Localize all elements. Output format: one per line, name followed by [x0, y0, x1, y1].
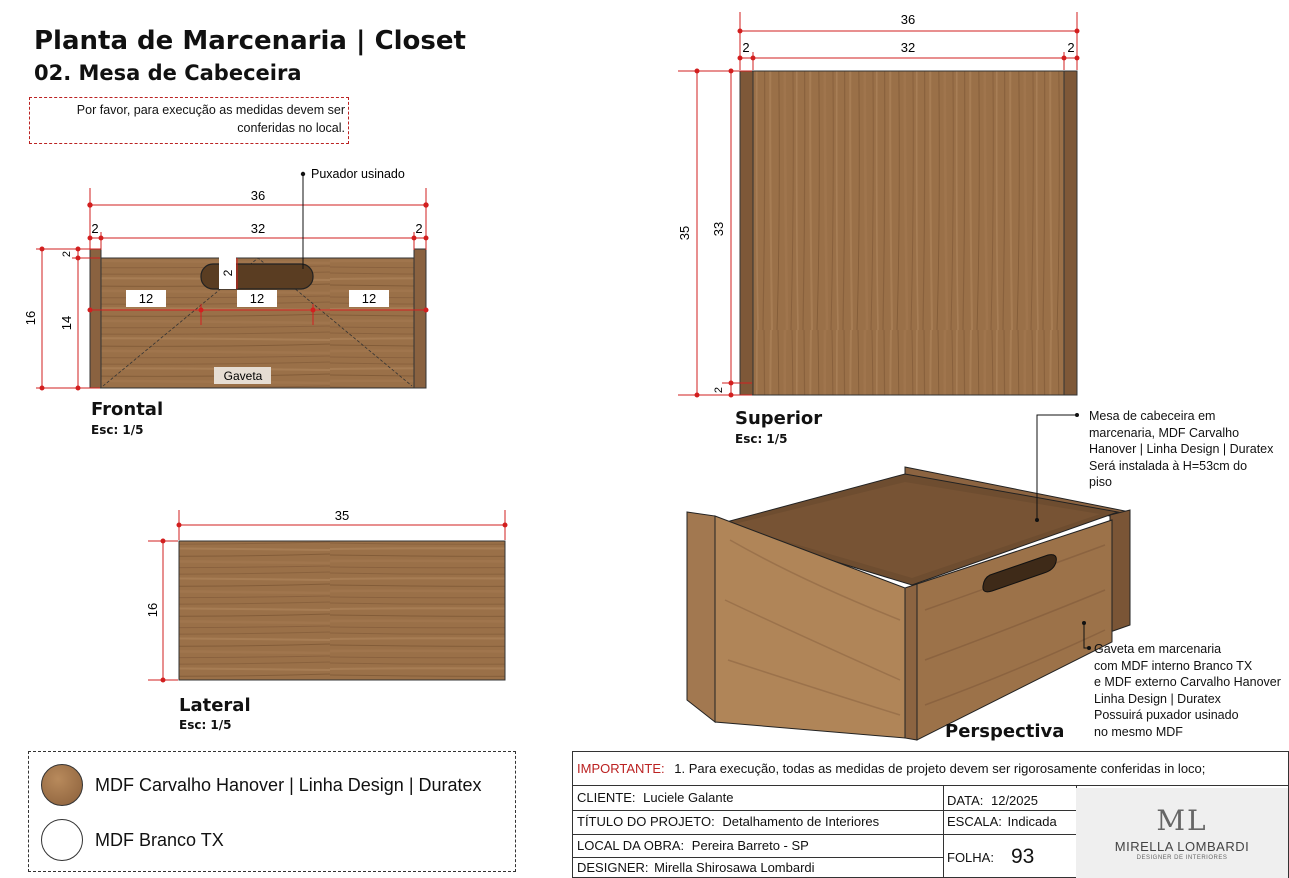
superior-dim-side-right: 2 — [1067, 40, 1075, 55]
important-row — [577, 761, 1205, 776]
frontal-scale: Esc: 1/5 — [91, 423, 144, 437]
scale-row: ESCALA: Indicada — [947, 814, 1057, 829]
scale-value: Indicada — [1007, 814, 1057, 829]
logo-name: MIRELLA LOMBARDI — [1114, 839, 1250, 854]
superior-view — [677, 12, 1079, 397]
sheet-value: 93 — [1011, 845, 1035, 868]
wood-swatch-icon — [41, 764, 83, 806]
frontal-seg-3: 12 — [361, 291, 377, 306]
handle-callout: Puxador usinado — [311, 167, 405, 181]
project-row: TÍTULO DO PROJETO: Detalhamento de Interiores — [577, 814, 880, 829]
perspective-note-bottom: Gaveta em marcenaria com MDF interno Branco TX e MDF externo Carvalho Hanover Linha Design | Duratex Possuirá puxador usinado no mesmo MDF — [1094, 642, 1281, 739]
superior-side-left — [740, 71, 753, 395]
lateral-dim-height: 16 — [145, 602, 160, 618]
frontal-side-left — [90, 249, 101, 388]
persp-front-edge — [905, 584, 917, 740]
frontal-dim-side-left: 2 — [91, 221, 99, 236]
persp-top-leader-end — [1035, 518, 1039, 522]
frontal-dim-side-right: 2 — [415, 221, 423, 236]
lateral-scale: Esc: 1/5 — [179, 718, 232, 732]
important-text: 1. Para execução, todas as medidas de projeto devem ser rigorosamente conferidas in loco; — [674, 761, 1206, 776]
perspective-label: Perspectiva — [945, 721, 1065, 742]
superior-dim-total: 36 — [900, 12, 916, 27]
superior-scale: Esc: 1/5 — [735, 432, 788, 446]
handle-leader-dot — [301, 172, 305, 176]
page-subtitle: 02. Mesa de Cabeceira — [34, 61, 302, 85]
site-row: LOCAL DA OBRA: Pereira Barreto - SP — [577, 838, 809, 853]
superior-top — [740, 71, 1077, 395]
legend-item-branco: MDF Branco TX — [41, 819, 224, 861]
frontal-dim-height-total: 16 — [23, 310, 38, 326]
superior-side-right — [1064, 71, 1077, 395]
superior-dim-depth-inner: 33 — [711, 221, 726, 237]
designer-value: Mirella Shirosawa Lombardi — [654, 860, 815, 875]
client-value: Luciele Galante — [643, 790, 734, 805]
white-swatch-icon — [41, 819, 83, 861]
superior-dim-depth-total: 35 — [677, 225, 692, 241]
persp-bottom-leader-dot — [1087, 646, 1091, 650]
lateral-dim-length: 35 — [334, 508, 350, 523]
site-value: Pereira Barreto - SP — [691, 838, 809, 853]
persp-right-side — [1110, 510, 1130, 632]
lateral-label: Lateral — [179, 695, 251, 716]
frontal-label: Frontal — [91, 399, 164, 420]
execution-note: Por favor, para execução as medidas devem ser conferidas no local. — [76, 103, 345, 135]
frontal-dim-height-inner: 14 — [59, 315, 74, 331]
lateral-view — [145, 508, 507, 682]
sheet-row: FOLHA: — [947, 850, 994, 865]
legend-item-carvalho: MDF Carvalho Hanover | Linha Design | Duratex — [41, 764, 482, 806]
lateral-body — [179, 541, 505, 680]
date-value: 12/2025 — [990, 793, 1038, 808]
persp-bottom-leader-end — [1082, 621, 1086, 625]
persp-left-side-edge — [687, 512, 715, 722]
handle-dim: 2 — [221, 269, 235, 277]
perspective-view — [687, 413, 1130, 740]
material-legend — [28, 751, 516, 872]
perspective-note-top: Mesa de cabeceira em marcenaria, MDF Carvalho Hanover | Linha Design | Duratex Será instalada à H=53cm do piso — [1089, 409, 1274, 489]
logo-tagline: DESIGNER DE INTERIORES — [1136, 855, 1228, 861]
frontal-seg-2: 12 — [249, 291, 265, 306]
frontal-dim-inner: 32 — [250, 221, 266, 236]
project-value: Detalhamento de Interiores — [722, 814, 880, 829]
page-title: Planta de Marcenaria | Closet — [34, 26, 466, 56]
superior-dim-side-left: 2 — [742, 40, 750, 55]
designer-row: DESIGNER: Mirella Shirosawa Lombardi — [577, 860, 815, 875]
important-label: IMPORTANTE: — [577, 761, 665, 776]
superior-dim-inner: 32 — [900, 40, 916, 55]
superior-label: Superior — [735, 408, 823, 429]
frontal-seg-1: 12 — [138, 291, 154, 306]
client-row: CLIENTE: Luciele Galante — [577, 790, 734, 805]
title-block — [572, 751, 1289, 878]
persp-top-leader-dot — [1075, 413, 1079, 417]
frontal-side-right — [414, 249, 426, 388]
frontal-dim-total: 36 — [250, 188, 266, 203]
handle-slot — [201, 264, 313, 289]
frontal-dim-height-top: 2 — [61, 250, 73, 258]
designer-logo — [1076, 788, 1288, 878]
date-row: DATA: 12/2025 — [947, 793, 1038, 808]
frontal-view — [23, 167, 428, 390]
logo-mark: ML — [1156, 804, 1208, 837]
drawer-tag: Gaveta — [223, 369, 263, 383]
superior-dim-depth-bottom: 2 — [713, 386, 725, 394]
